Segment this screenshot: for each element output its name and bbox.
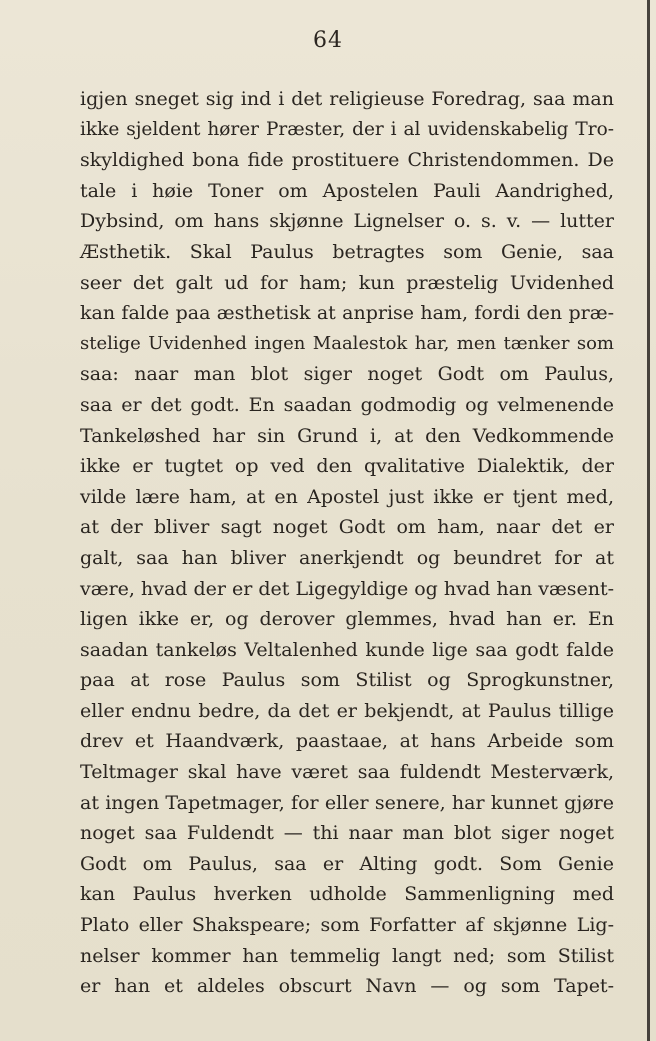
text-line: Plato eller Shakspeare; som Forfatter af skjønne Lig- <box>80 914 614 937</box>
text-line: galt, saa han bliver anerkjendt og beundret for at <box>80 546 614 569</box>
text-line: saa: naar man blot siger noget Godt om Paulus, <box>80 363 614 386</box>
text-line: nelser kommer han temmelig langt ned; som Stilist <box>80 944 614 967</box>
text-line: at der bliver sagt noget Godt om ham, naar det er <box>80 516 614 539</box>
text-line: eller endnu bedre, da det er bekjendt, at Paulus tillige <box>80 699 614 722</box>
text-line: kan Paulus hverken udholde Sammenligning med <box>80 883 614 906</box>
text-line: Æsthetik. Skal Paulus betragtes som Genie, saa <box>80 240 614 263</box>
text-line: stelige Uvidenhed ingen Maalestok har, men tænker som <box>80 332 614 354</box>
page-number: 64 <box>313 28 343 53</box>
text-line: Teltmager skal have været saa fuldendt Mesterværk, <box>80 761 614 784</box>
text-line: være, hvad der er det Ligegyldige og hvad han væsent- <box>80 577 615 600</box>
text-line: vilde lære ham, at en Apostel just ikke er tjent med, <box>80 485 614 508</box>
text-line: er han et aldeles obscurt Navn — og som Tapet- <box>80 975 614 998</box>
text-line: skyldighed bona fide prostituere Christendommen. De <box>80 149 614 172</box>
page-edge-divider <box>647 0 650 1041</box>
text-line: Dybsind, om hans skjønne Lignelser o. s. v. — lutter <box>80 210 614 233</box>
text-line: Tankeløshed har sin Grund i, at den Vedkommende <box>80 424 614 447</box>
text-line: ikke sjeldent hører Præster, der i al uvidenskabelig Tro- <box>80 118 614 140</box>
text-line: ligen ikke er, og derover glemmes, hvad han er. En <box>80 608 614 631</box>
text-line: saadan tankeløs Veltalenhed kunde lige saa godt falde <box>80 638 614 661</box>
text-line: paa at rose Paulus som Stilist og Sprogkunstner, <box>80 669 614 692</box>
text-line: saa er det godt. En saadan godmodig og velmenende <box>80 393 614 416</box>
text-line: seer det galt ud for ham; kun præstelig Uvidenhed <box>80 271 614 294</box>
text-line: igjen sneget sig ind i det religieuse Foredrag, saa man <box>80 88 614 110</box>
text-line: drev et Haandværk, paastaae, at hans Arbeide som <box>80 730 614 753</box>
text-line: ikke er tugtet op ved den qvalitative Dialektik, der <box>80 455 614 478</box>
text-line: tale i høie Toner om Apostelen Pauli Aandrighed, <box>80 179 614 202</box>
text-line: kan falde paa æsthetisk at anprise ham, fordi den præ- <box>80 302 614 325</box>
text-line: at ingen Tapetmager, for eller senere, har kunnet gjøre <box>80 791 614 814</box>
text-line: noget saa Fuldendt — thi naar man blot siger noget <box>80 822 614 845</box>
body-text <box>80 84 614 1002</box>
text-line: Godt om Paulus, saa er Alting godt. Som Genie <box>80 852 614 875</box>
